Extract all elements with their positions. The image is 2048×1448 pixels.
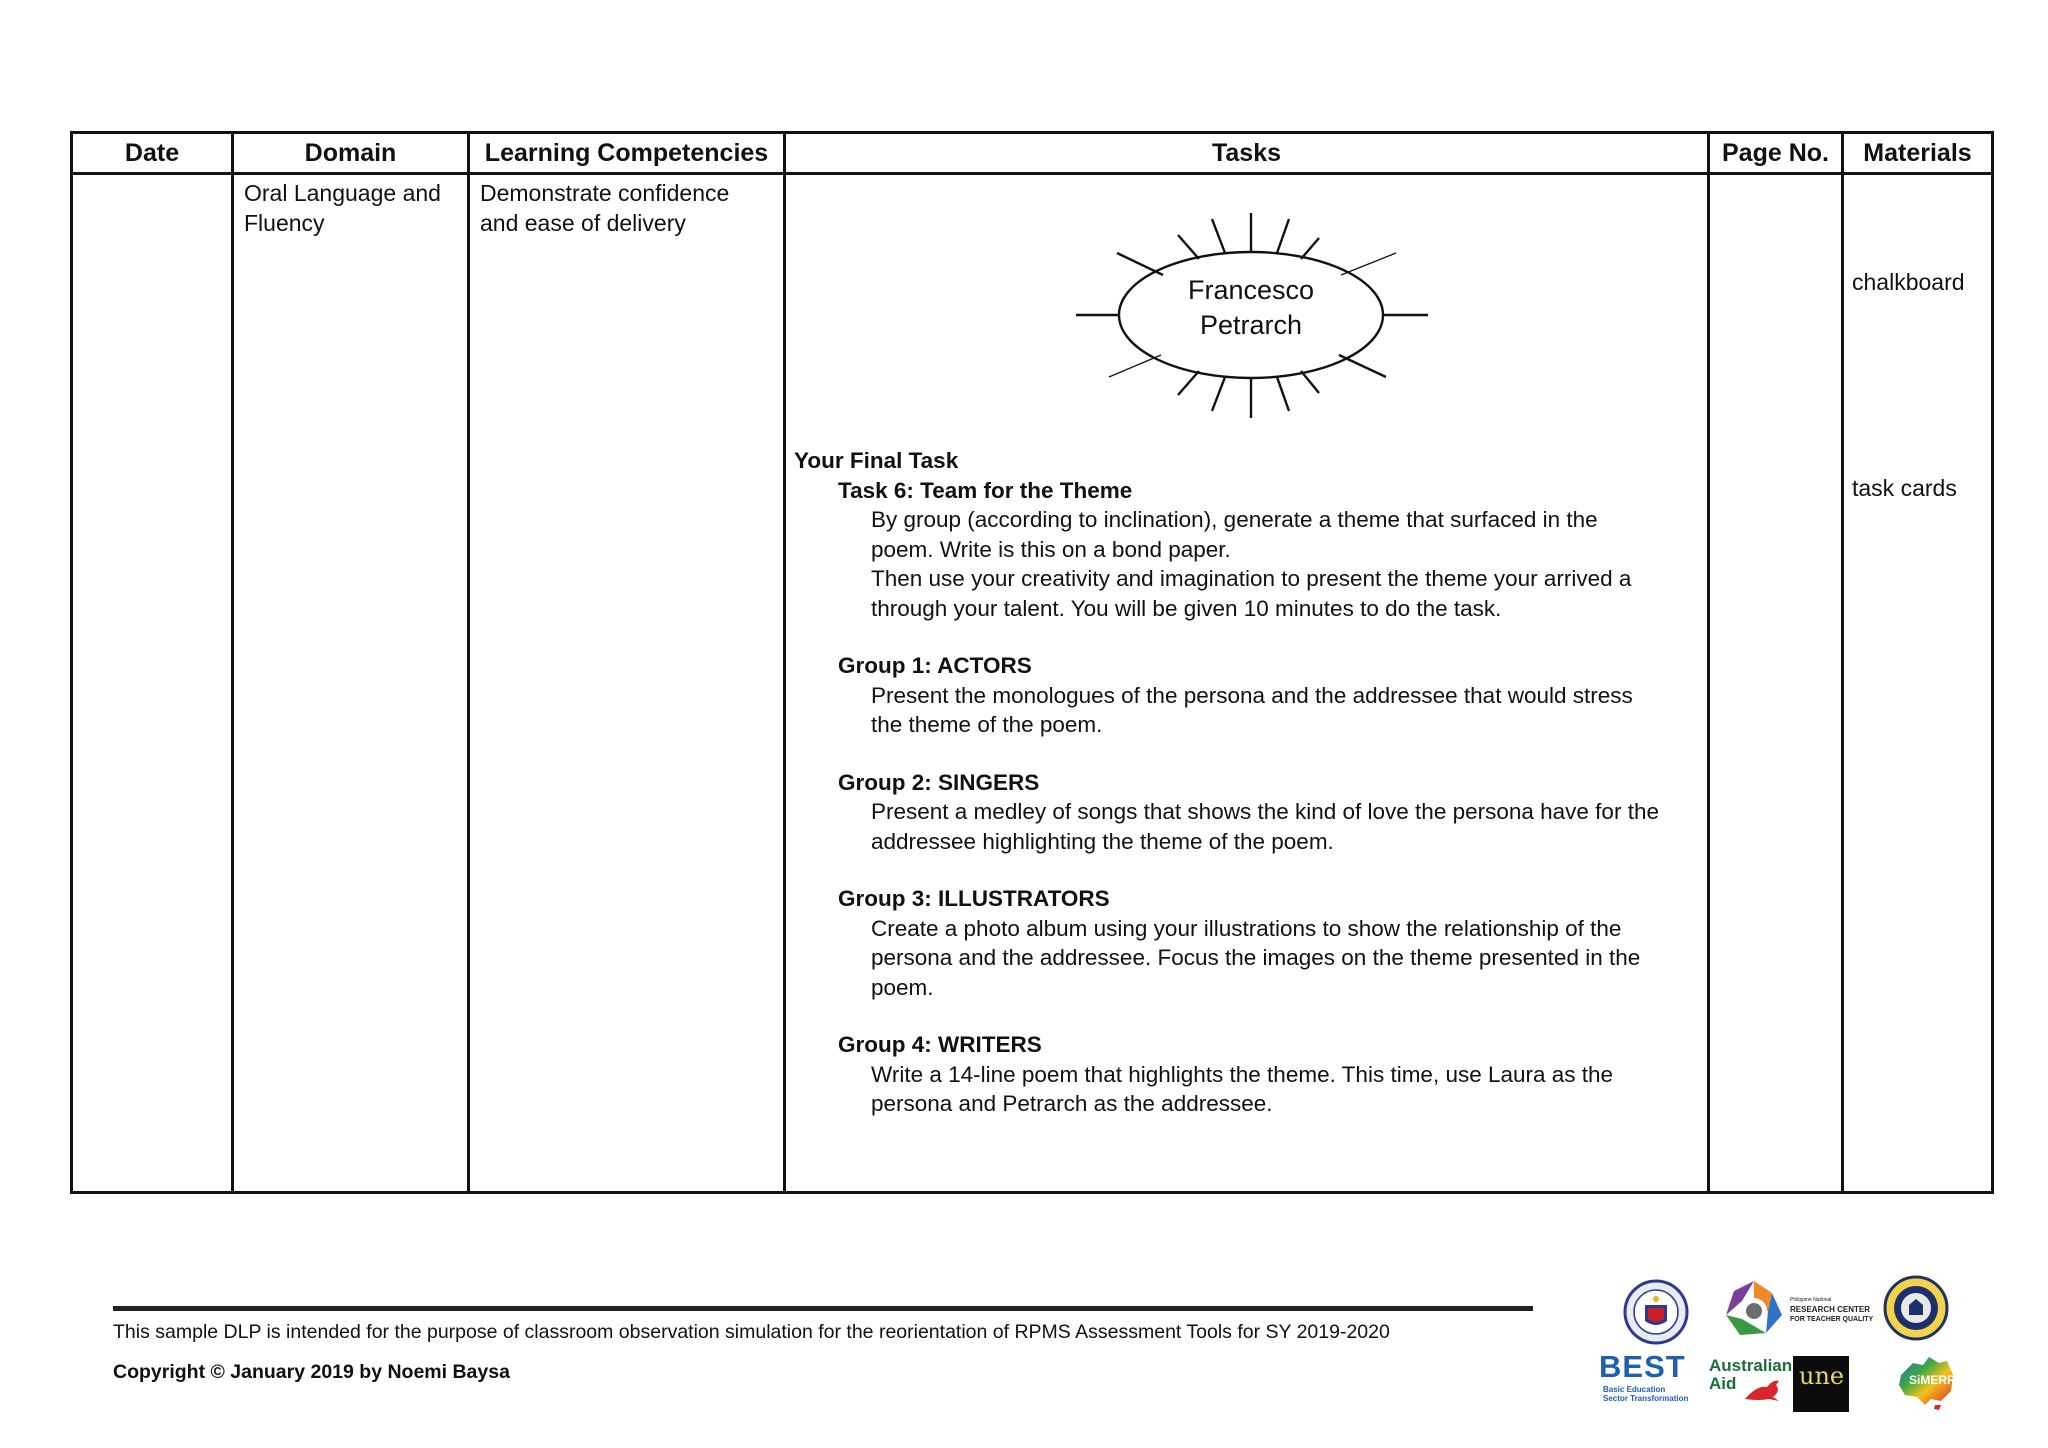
tasks-body <box>794 446 1699 1119</box>
footer-note: This sample DLP is intended for the purpose of classroom observation simulation for the reorientation of RPMS Assessment Tools for SY 2019-2020 <box>113 1321 1390 1343</box>
rctq-label: FOR TEACHER QUALITY <box>1790 1316 1874 1323</box>
domain-line: Oral Language and <box>244 180 441 206</box>
une-logo-text: une <box>1799 1362 1845 1390</box>
footer-divider <box>113 1306 1533 1311</box>
word-web-center-label <box>1186 273 1316 343</box>
materials-cell <box>1843 174 1993 1193</box>
best-logo-text: BEST <box>1599 1349 1686 1384</box>
best-logo-subtext: Basic Education <box>1603 1385 1666 1394</box>
pnu-seal-logo <box>1883 1275 1949 1341</box>
word-web-line: Petrarch <box>1199 310 1303 340</box>
domain-line: Fluency <box>244 210 325 236</box>
task-title: Task 6: Team for the Theme <box>838 477 1133 503</box>
competency-line: Demonstrate confidence <box>480 180 730 206</box>
task-intro-line: By group (according to inclination), generate a theme that surfaced in the <box>871 507 1598 532</box>
material-item: chalkboard <box>1852 269 1965 295</box>
best-logo-subtext: Sector Transformation <box>1603 1394 1689 1403</box>
word-web-line: Francesco <box>1187 275 1315 305</box>
group-title: Group 4: WRITERS <box>838 1032 1042 1057</box>
simerr-logo-text: SiMERR <box>1909 1373 1956 1387</box>
header-row <box>72 133 1993 174</box>
copyright: Copyright © January 2019 by Noemi Baysa <box>113 1361 510 1383</box>
group-line: Create a photo album using your illustrations to show the relationship of the <box>871 915 1622 941</box>
dlp-table <box>70 131 1994 1194</box>
competency-cell <box>469 174 785 1193</box>
group-line: Write a 14-line poem that highlights the theme. This time, use Laura as the <box>871 1061 1614 1087</box>
task-intro-line: through your talent. You will be given 10 minutes to do the task. <box>871 595 1502 621</box>
group-line: the theme of the poem. <box>871 712 1103 737</box>
material-item: task cards <box>1852 475 1957 501</box>
group-line: Present the monologues of the persona and the addressee that would stress <box>871 682 1633 708</box>
australian-aid-text: Australian <box>1709 1356 1793 1375</box>
table-row <box>72 174 1993 1193</box>
header-page-no: Page No. <box>1709 133 1843 174</box>
final-task-heading: Your Final Task <box>794 448 959 473</box>
tasks-cell <box>785 174 1709 1193</box>
header-tasks: Tasks <box>785 133 1709 174</box>
group-title: Group 3: ILLUSTRATORS <box>838 886 1110 911</box>
domain-cell <box>233 174 469 1193</box>
kangaroo-icon <box>1743 1375 1783 1403</box>
rctq-logo <box>1720 1277 1788 1341</box>
group-line: poem. <box>871 974 934 1000</box>
group-line: persona and Petrarch as the addressee. <box>871 1091 1273 1116</box>
deped-seal-logo <box>1623 1279 1689 1345</box>
header-materials: Materials <box>1843 133 1993 174</box>
word-web <box>1071 205 1431 435</box>
rctq-label: RESEARCH CENTER <box>1790 1305 1871 1314</box>
date-cell <box>72 174 233 1193</box>
rctq-label-small: Philippine National <box>1790 1297 1832 1303</box>
group-line: addressee highlighting the theme of the poem. <box>871 828 1334 854</box>
australian-aid-text: Aid <box>1709 1374 1737 1393</box>
header-learning-competencies: Learning Competencies <box>469 133 785 174</box>
une-logo <box>1793 1356 1849 1412</box>
group-line: Present a medley of songs that shows the kind of love the persona have for the <box>871 799 1659 824</box>
group-title: Group 2: SINGERS <box>838 769 1040 795</box>
header-domain: Domain <box>233 133 469 174</box>
partner-logos <box>1595 1275 1965 1415</box>
task-intro-line: Then use your creativity and imagination to present the theme your arrived a <box>871 566 1632 591</box>
header-date: Date <box>72 133 233 174</box>
task-intro-line: poem. Write is this on a bond paper. <box>871 536 1231 562</box>
group-line: persona and the addressee. Focus the images on the theme presented in the <box>871 945 1641 970</box>
group-title: Group 1: ACTORS <box>838 653 1032 678</box>
page-no-cell <box>1709 174 1843 1193</box>
competency-line: and ease of delivery <box>480 210 686 236</box>
